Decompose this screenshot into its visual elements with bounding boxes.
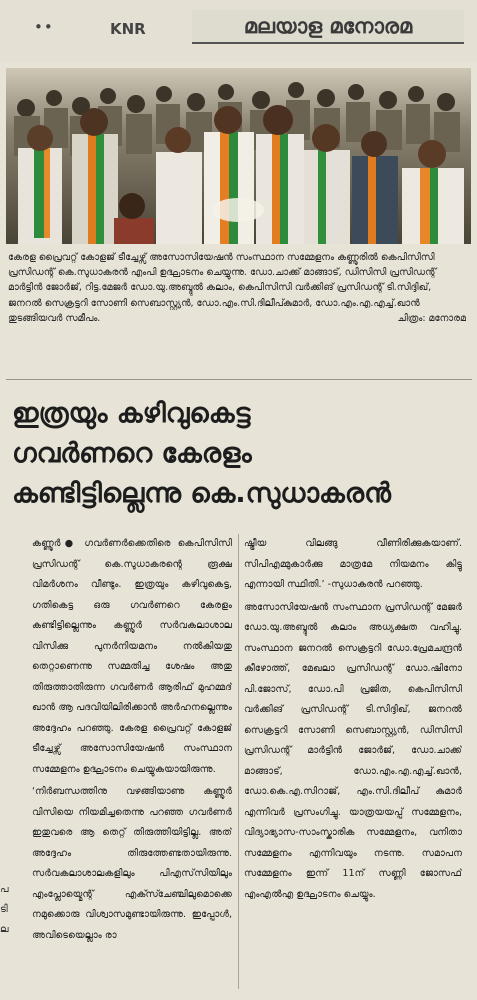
caption-text: കേരള പ്രൈവറ്റ് കോളജ് ടീച്ചേഴ്സ് അസോസിയേഷൻ സംസ്ഥാന സമ്മേളനം കണ്ണൂരിൽ കെപിസിസി പ്രസിഡന്റ് കെ.സുധാകരൻ എംപി ഉദ്ഘാടനം ചെയ്യുന്നു. ഡോ.ചാക്ക് മാങ്ങാട്, ഡിസിസി പ്രസിഡന്റ് മാർട്ടിൻ ജോർജ്, റിട്ട.മേജർ ഡോ.യു.അബ്ദുൽ കലാം, കെപിസിസി വർക്കിങ് പ്രസിഡന്റ് ടി.സിദ്ദിഖ്, ജനറൽ സെക്രട്ടറി സോണി സെബാസ്റ്റ്യൻ, ഡോ.എം.സി.ദിലീപ്കുമാർ, ഡോ.എം.എ.എച്ച്.ഖാൻ തുടങ്ങിയവർ സമീപം.	[8, 252, 437, 324]
article-paragraph: ഷ്ട്രീയ വിലങ്ങു വീണിരിക്കുകയാണ്. സിപിഎമ്മുകാർക്കു മാത്രമേ നിയമനം കിട്ടു എന്നായി സ്ഥിതി.’ -സുധാകരൻ പറഞ്ഞു.	[244, 538, 462, 590]
article-paragraph: ‘നിർബന്ധത്തിനു വഴങ്ങിയാണു കണ്ണൂർ വിസിയെ നിയമിച്ചതെന്നു പറഞ്ഞ ഗവർണർ ഇതുവരെ ആ തെറ്റ് തിരുത്തിയിട്ടില്ല. അത് അദ്ദേഹം തിരുത്തേണ്ടതായിരുന്നു. സർവകലാശാലകളിലും പിഎസ്‌സിയിലും എംപ്ലോയ്മെന്റ് എക്സ്ചേഞ്ചിലുമൊക്കെ നമുക്കൊരു വിശ്വാസമുണ്ടായിരുന്നു. ഇപ്പോൾ, അവിടെയെല്ലാം രാ	[32, 786, 232, 941]
article-column-1	[32, 534, 232, 994]
edition-code: KNR	[110, 20, 146, 38]
newspaper-logo: മലയാള മനോരമ	[192, 10, 464, 44]
masthead	[0, 0, 477, 62]
headline-line-1: ഇത്രയും കഴിവുകെട്ട	[12, 398, 251, 429]
headline-line-2: ഗവർണറെ കേരളം	[12, 438, 252, 469]
column-divider	[238, 534, 239, 989]
edge-text: ല	[0, 924, 9, 935]
news-photo	[6, 68, 471, 244]
photo-credit: ചിത്രം: മനോരമ	[397, 312, 466, 324]
article-column-2	[244, 534, 462, 994]
article-paragraph: അസോസിയേഷൻ സംസ്ഥാന പ്രസിഡന്റ് മേജർ ഡോ.യു.അബ്ദുൽ കലാം അധ്യക്ഷത വഹിച്ചു. സംസ്ഥാന ജനറൽ സെക്രട്ടറി ഡോ.പ്രേമചന്ദ്രൻ കീഴോത്ത്, മേഖലാ പ്രസിഡന്റ് ഡോ.ഷിനോ പി.ജോസ്, ഡോ.പി പ്രജിത, കെപിസിസി വർക്കിങ് പ്രസിഡന്റ് ടി.സിദ്ദിഖ്, ജനറൽ സെക്രട്ടറി സോണി സെബാസ്റ്റ്യൻ, ഡിസിസി പ്രസിഡന്റ് മാർട്ടിൻ ജോർജ്, ഡോ.ചാക്ക് മാങ്ങാട്, ഡോ.എം.എ.എച്ച്.ഖാൻ, ഡോ.കെ.എ.സിറാജ്, എം.സി.ദിലീപ് കുമാർ എന്നിവർ പ്രസംഗിച്ചു. യാത്രയയപ്പ് സമ്മേളനം, വിദ്യാഭ്യാസ-സാംസ്കാരിക സമ്മേളനം, വനിതാ സമ്മേളനം എന്നിവയും നടന്നു. സമാപന സമ്മേളനം ഇന്ന് 11ന് സണ്ണി ജോസഫ് എംഎൽഎ ഉദ്ഘാടനം ചെയ്യും.	[244, 601, 462, 900]
edge-text: ടി	[0, 904, 8, 915]
masthead-dots: ••	[34, 18, 54, 36]
headline-line-3: കണ്ടിട്ടില്ലെന്നു കെ.സുധാകരൻ	[12, 478, 391, 509]
photo-caption	[8, 250, 466, 372]
news-photo-image	[6, 68, 471, 244]
adjacent-article-edge	[0, 880, 14, 990]
edge-text: പ	[0, 884, 9, 895]
article-paragraph: കണ്ണൂർ● ഗവർണർക്കെതിരെ കെപിസിസി പ്രസിഡന്റ് കെ.സുധാകരന്റെ രൂക്ഷ വിമർശനം വീണ്ടും. ഇത്രയും കഴിവുകെട്ട, ഗതികെട്ട ഒരു ഗവർണറെ കേരളം കണ്ടിട്ടില്ലെന്നും കണ്ണൂർ സർവകലാശാല വിസിക്കു പുനർനിയമനം നൽകിയതു തെറ്റാണെന്നു സമ്മതിച്ച ശേഷം അതു തിരുത്താതിരുന്ന ഗവർണർ ആരിഫ് മുഹമ്മദ് ഖാൻ ആ പദവിയിലിരിക്കാൻ അർഹനല്ലെന്നും അദ്ദേഹം പറഞ്ഞു. കേരള പ്രൈവറ്റ് കോളജ് ടീച്ചേഴ്സ് അസോസിയേഷൻ സംസ്ഥാന സമ്മേളനം ഉദ്ഘാടനം ചെയ്യുകയായിരുന്നു.	[32, 538, 232, 775]
section-divider	[6, 379, 472, 380]
headline	[12, 394, 467, 514]
